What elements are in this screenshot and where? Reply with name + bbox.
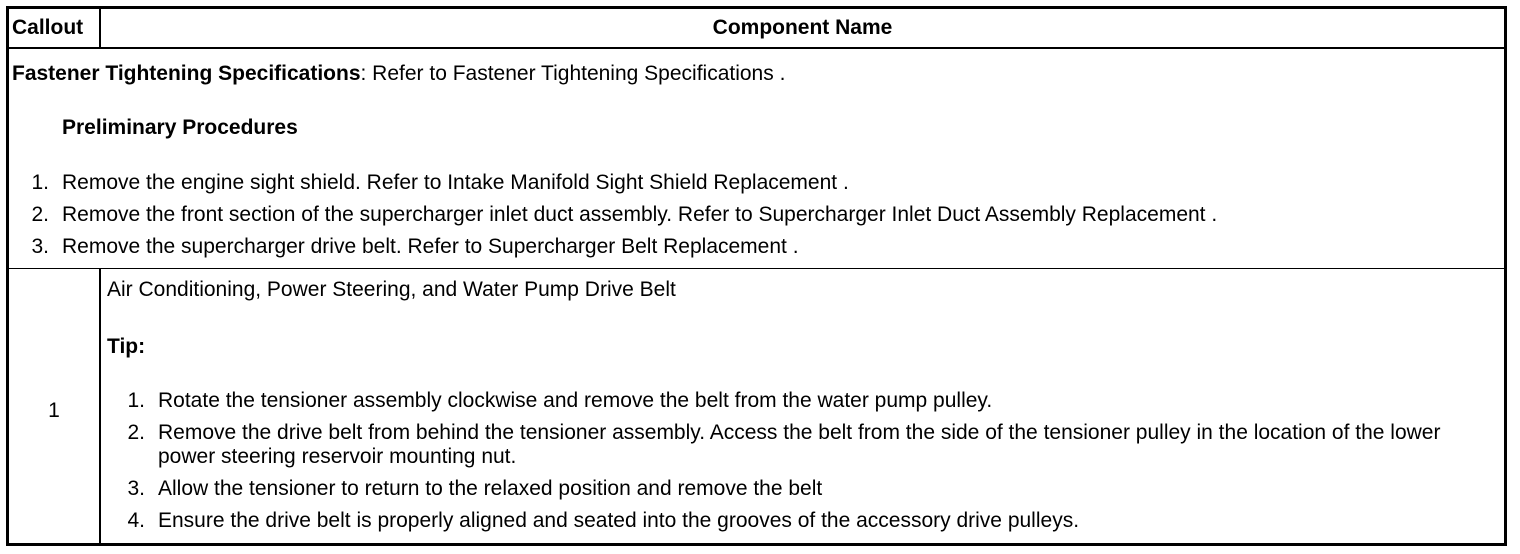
step-number: 2.: [127, 421, 145, 444]
fastener-spec-text: : Refer to Fastener Tightening Specifications .: [360, 62, 786, 85]
step-text: Rotate the tensioner assembly clockwise and remove the belt from the water pump pulley.: [158, 389, 993, 412]
callout-number: 1: [48, 399, 60, 422]
fastener-spec-line: [12, 62, 785, 86]
step-number: 1.: [31, 171, 49, 194]
list-item: [101, 421, 1501, 469]
callout-column-header: Callout: [9, 9, 101, 47]
step-number: 2.: [31, 203, 49, 226]
step-text: Remove the front section of the supercharger inlet duct assembly. Refer to Supercharger Inlet Duct Assembly Replacement .: [62, 203, 1218, 226]
step-text: Remove the supercharger drive belt. Refer to Supercharger Belt Replacement .: [62, 235, 799, 258]
step-number: 1.: [127, 389, 145, 412]
step-number: 3.: [31, 235, 49, 258]
step-text: Ensure the drive belt is properly aligned and seated into the grooves of the accessory drive pulleys.: [158, 509, 1080, 532]
component-name-column-header: Component Name: [712, 16, 893, 39]
step-text: Remove the engine sight shield. Refer to Intake Manifold Sight Shield Replacement .: [62, 171, 849, 194]
table-header-row: [9, 9, 1504, 49]
step-number: 4.: [127, 509, 145, 532]
fastener-spec-label: Fastener Tightening Specifications: [12, 62, 361, 85]
step-text: Remove the drive belt from behind the tensioner assembly. Access the belt from the side of the tensioner pulley in the location of the lower power steering reservoir mounting nut.: [158, 421, 1441, 468]
component-cell: [101, 269, 1504, 543]
tip-label: Tip:: [107, 335, 146, 358]
list-item: [101, 509, 1501, 533]
component-steps-list: [101, 389, 1501, 541]
list-item: [101, 389, 1501, 413]
table-row: [9, 269, 1504, 543]
step-text: Allow the tensioner to return to the relaxed position and remove the belt: [158, 477, 823, 500]
preliminary-section: [9, 49, 1504, 269]
component-name: Air Conditioning, Power Steering, and Water Pump Drive Belt: [107, 278, 676, 301]
list-item: [101, 477, 1501, 501]
step-number: 3.: [127, 477, 145, 500]
preliminary-heading: Preliminary Procedures: [62, 116, 298, 139]
callout-cell: [9, 269, 101, 543]
procedure-table: [6, 6, 1507, 546]
